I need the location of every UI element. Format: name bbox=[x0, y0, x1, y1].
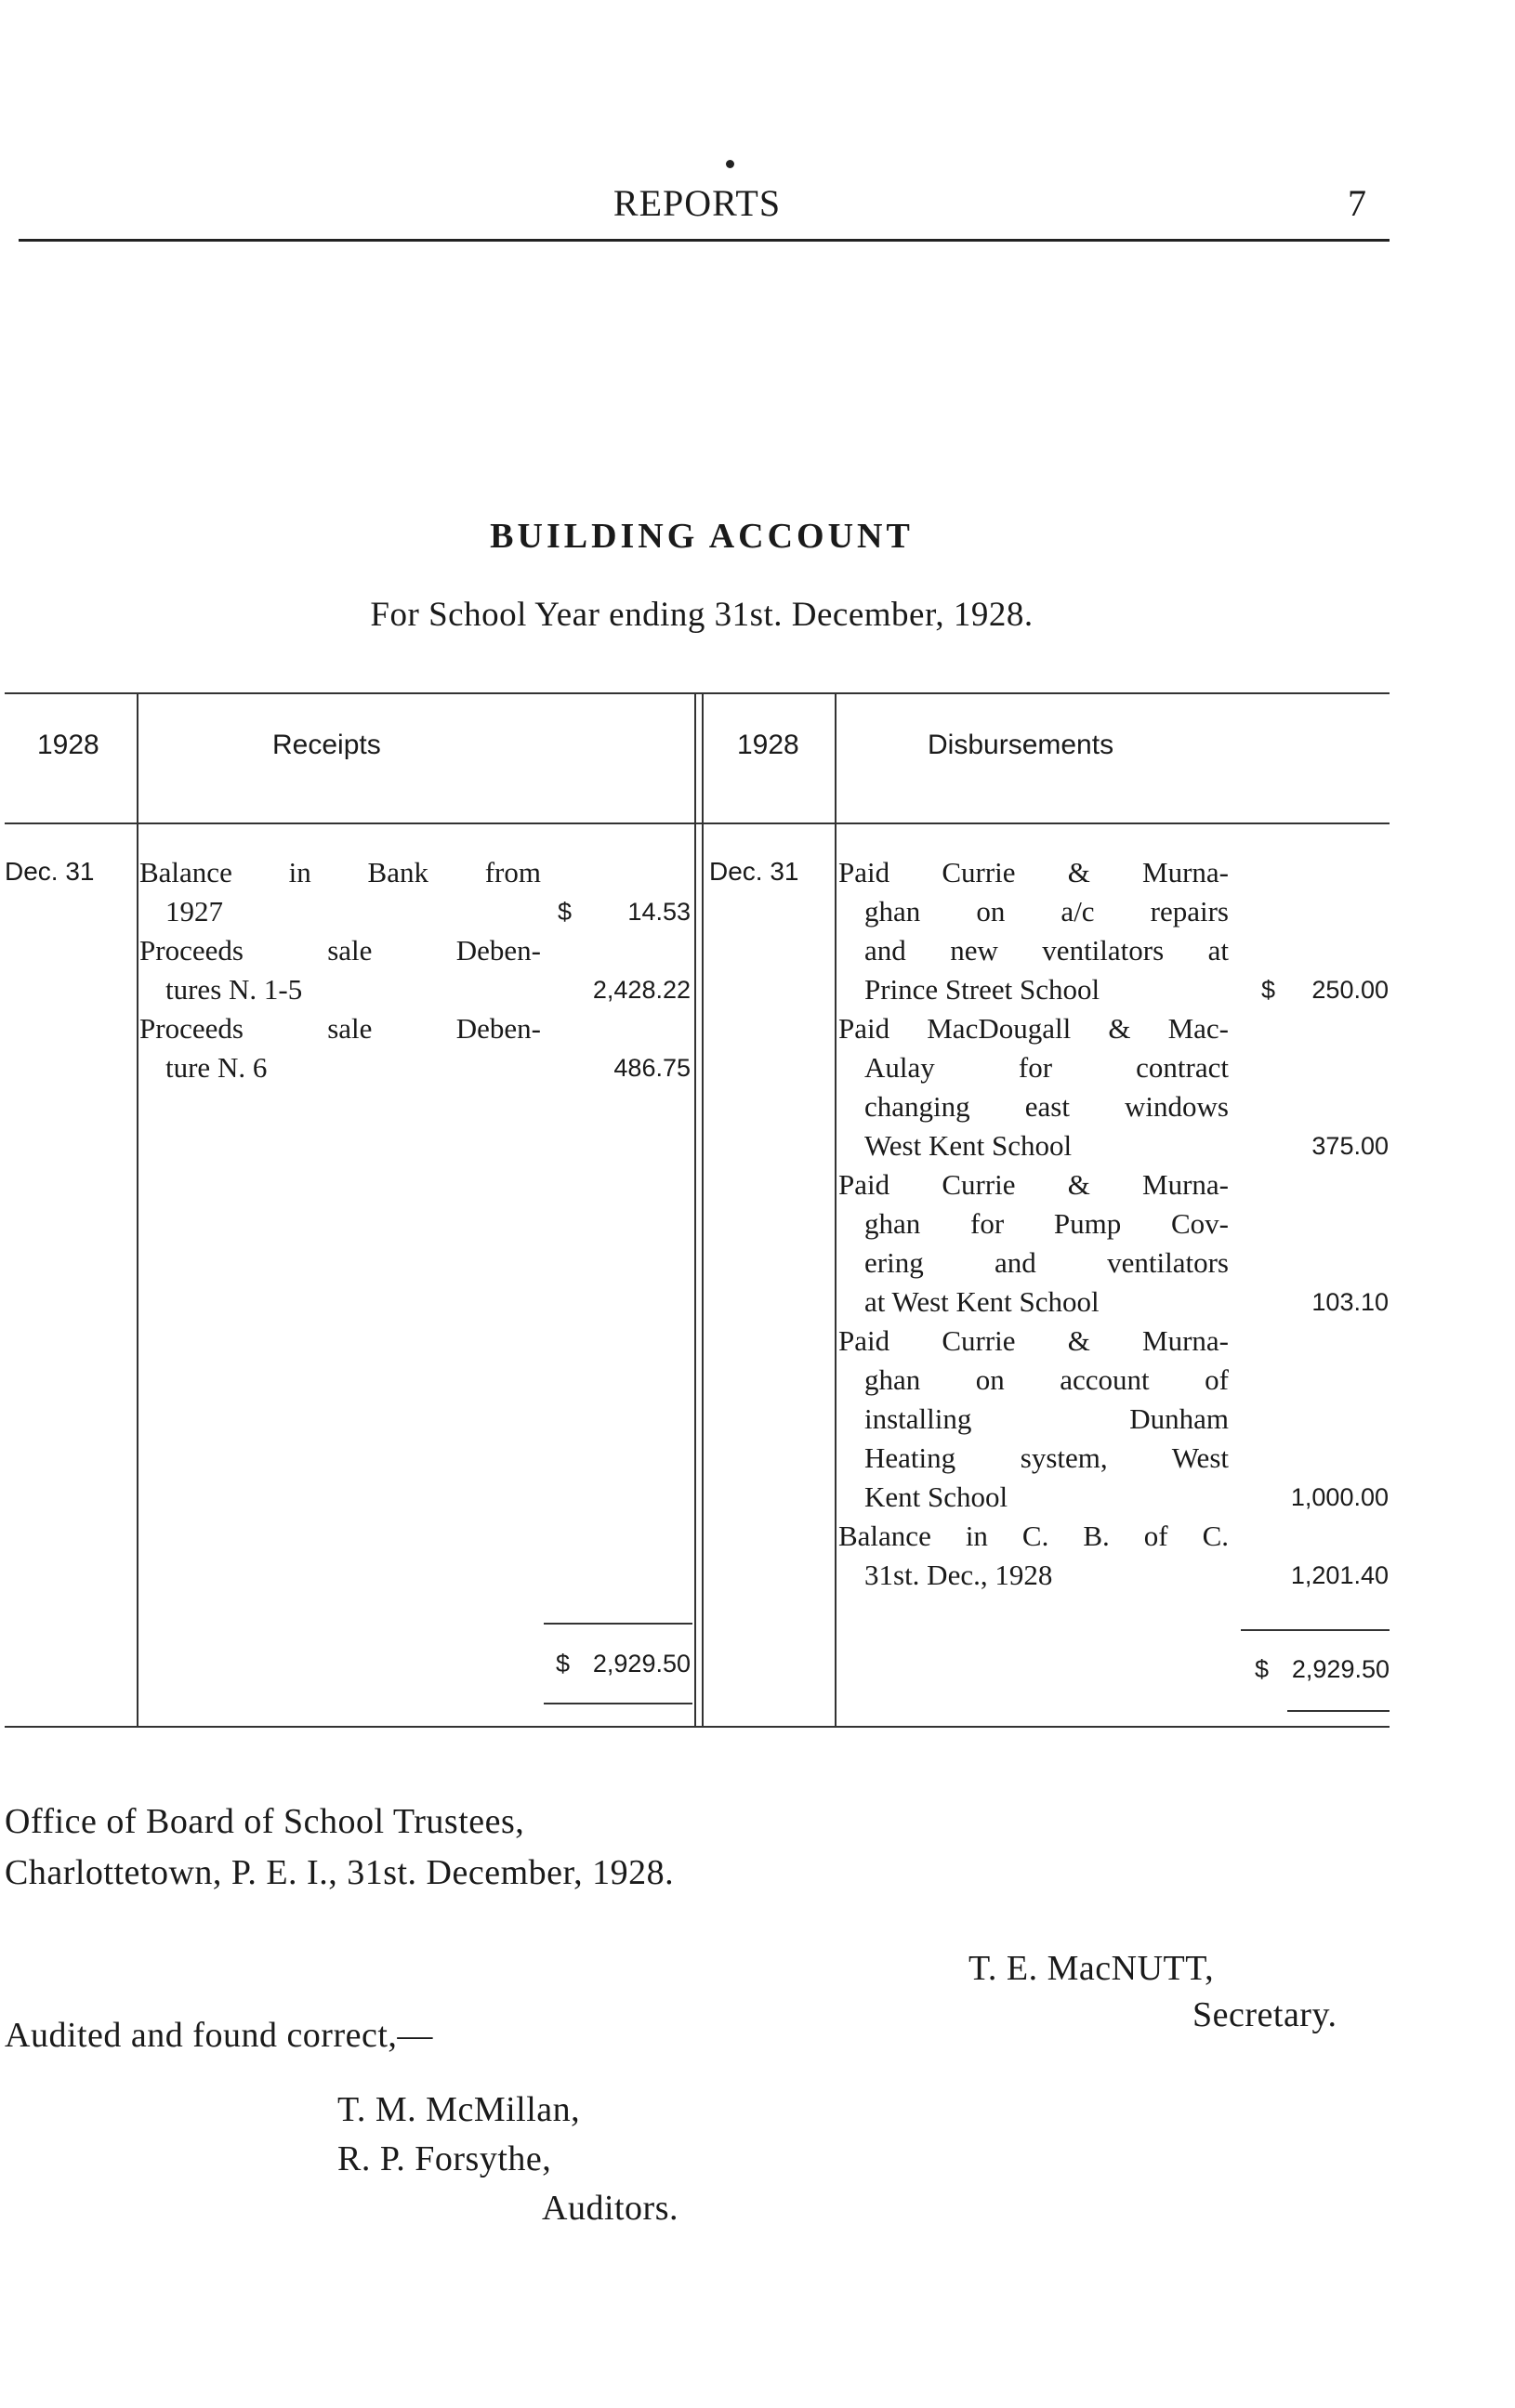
disbursement-line-amount: 1,201.40 bbox=[1290, 1561, 1389, 1589]
disbursement-line-amount: 375.00 bbox=[1311, 1132, 1389, 1160]
disbursements-total-rule-bottom bbox=[1287, 1710, 1390, 1712]
secretary-title: Secretary. bbox=[1192, 1995, 1337, 2034]
disbursement-line bbox=[838, 1556, 1394, 1595]
disbursement-line-text: Paid Currie & Murna- bbox=[838, 1324, 1229, 1357]
receipt-line bbox=[139, 931, 692, 970]
document-subtitle: For School Year ending 31st. December, 1928. bbox=[370, 596, 1034, 634]
disbursement-line-text: Prince Street School bbox=[864, 973, 1100, 1006]
disbursement-line bbox=[838, 1165, 1394, 1204]
disbursement-line-text: ghan on a/c repairs bbox=[864, 895, 1229, 928]
receipts-total-dollar: $ bbox=[556, 1650, 571, 1678]
table-top-rule bbox=[5, 692, 1390, 694]
receipts-date: Dec. 31 bbox=[5, 857, 95, 886]
column-divider-amount-left bbox=[694, 692, 696, 1726]
audited-statement: Audited and found correct,— bbox=[5, 2016, 433, 2055]
page-number: 7 bbox=[1348, 182, 1366, 224]
receipt-line bbox=[139, 853, 692, 892]
disbursement-line bbox=[838, 1517, 1394, 1556]
disbursement-line-text: Paid Currie & Murna- bbox=[838, 856, 1229, 888]
office-line-1: Office of Board of School Trustees, bbox=[5, 1802, 525, 1841]
disbursement-line bbox=[838, 1204, 1394, 1243]
disbursements-total: 2,929.50 bbox=[1291, 1655, 1390, 1683]
header-rule bbox=[19, 239, 1390, 242]
disbursement-line-text: Kent School bbox=[864, 1480, 1008, 1513]
receipts-column bbox=[139, 853, 692, 1087]
disbursements-total-rule-top bbox=[1241, 1629, 1390, 1631]
receipt-line-text: ture N. 6 bbox=[165, 1051, 268, 1084]
receipt-line-text: Balance in Bank from bbox=[139, 856, 541, 888]
disbursement-line-text: installing Dunham bbox=[864, 1402, 1229, 1435]
disbursement-line bbox=[838, 1439, 1394, 1478]
receipt-line bbox=[139, 970, 692, 1009]
header-year-right: 1928 bbox=[737, 730, 799, 760]
running-header: REPORTS bbox=[613, 182, 782, 224]
auditors-label: Auditors. bbox=[542, 2189, 678, 2228]
header-receipts: Receipts bbox=[272, 730, 381, 760]
header-year-left: 1928 bbox=[37, 730, 99, 760]
disbursement-line bbox=[838, 1478, 1394, 1517]
receipt-line-amount: 14.53 bbox=[627, 898, 691, 926]
office-line-2: Charlottetown, P. E. I., 31st. December, 1928. bbox=[5, 1853, 675, 1892]
disbursement-line bbox=[838, 1048, 1394, 1087]
disbursement-line-text: ghan on account of bbox=[864, 1363, 1229, 1396]
receipt-line-text: Proceeds sale Deben- bbox=[139, 934, 541, 967]
disbursements-date: Dec. 31 bbox=[709, 857, 799, 886]
disbursement-line-text: Paid MacDougall & Mac- bbox=[838, 1012, 1229, 1045]
disbursement-line bbox=[838, 1322, 1394, 1361]
disbursement-line bbox=[838, 1361, 1394, 1400]
disbursement-line bbox=[838, 1283, 1394, 1322]
disbursement-line-text: Balance in C. B. of C. bbox=[838, 1520, 1229, 1552]
secretary-name: T. E. MacNUTT, bbox=[968, 1949, 1215, 1988]
disbursement-line-text: West Kent School bbox=[864, 1129, 1073, 1162]
disbursement-line bbox=[838, 1243, 1394, 1283]
table-bottom-rule bbox=[5, 1726, 1390, 1728]
disbursement-line bbox=[838, 853, 1394, 892]
ink-dot bbox=[726, 160, 734, 168]
disbursement-line-text: changing east windows bbox=[864, 1090, 1229, 1123]
disbursement-line bbox=[838, 892, 1394, 931]
disbursement-line bbox=[838, 1126, 1394, 1165]
disbursement-line-amount: 103.10 bbox=[1311, 1288, 1389, 1316]
receipt-line bbox=[139, 1009, 692, 1048]
disbursements-total-dollar: $ bbox=[1255, 1655, 1270, 1683]
receipt-line-amount: 486.75 bbox=[613, 1054, 691, 1082]
disbursement-line-text: Paid Currie & Murna- bbox=[838, 1168, 1229, 1201]
table-header-rule bbox=[5, 822, 1390, 824]
disbursement-line-text: ering and ventilators bbox=[864, 1246, 1229, 1279]
disbursements-column bbox=[838, 853, 1394, 1595]
receipt-line-dollar: $ bbox=[558, 898, 573, 926]
disbursement-line-text: at West Kent School bbox=[864, 1285, 1100, 1318]
document-title: BUILDING ACCOUNT bbox=[490, 517, 914, 556]
disbursement-line bbox=[838, 970, 1394, 1009]
disbursement-line-text: 31st. Dec., 1928 bbox=[864, 1559, 1053, 1591]
column-divider-date-right bbox=[835, 692, 837, 1726]
auditor-2: R. P. Forsythe, bbox=[337, 2139, 552, 2178]
auditor-1: T. M. McMillan, bbox=[337, 2090, 581, 2129]
disbursement-line-text: Aulay for contract bbox=[864, 1051, 1229, 1084]
receipt-line-amount: 2,428.22 bbox=[592, 976, 691, 1004]
disbursement-line bbox=[838, 1400, 1394, 1439]
receipt-line-text: tures N. 1-5 bbox=[165, 973, 303, 1006]
receipt-line-text: Proceeds sale Deben- bbox=[139, 1012, 541, 1045]
disbursement-line bbox=[838, 1009, 1394, 1048]
disbursement-line-text: and new ventilators at bbox=[864, 934, 1229, 967]
disbursement-line-text: Heating system, West bbox=[864, 1441, 1229, 1474]
receipt-line-text: 1927 bbox=[165, 895, 223, 928]
disbursement-line-text: ghan for Pump Cov- bbox=[864, 1207, 1229, 1240]
center-double-rule-a bbox=[702, 692, 704, 1726]
column-divider-date-left bbox=[137, 692, 138, 1726]
disbursement-line bbox=[838, 931, 1394, 970]
disbursement-line bbox=[838, 1087, 1394, 1126]
receipts-total-rule-top bbox=[544, 1623, 692, 1625]
disbursement-line-amount: 250.00 bbox=[1311, 976, 1389, 1004]
receipts-total: 2,929.50 bbox=[592, 1650, 691, 1678]
disbursement-line-amount: 1,000.00 bbox=[1290, 1483, 1389, 1511]
receipt-line bbox=[139, 892, 692, 931]
disbursement-line-dollar: $ bbox=[1261, 976, 1276, 1004]
receipts-total-rule-bottom bbox=[544, 1703, 692, 1704]
header-disbursements: Disbursements bbox=[928, 730, 1114, 760]
receipt-line bbox=[139, 1048, 692, 1087]
